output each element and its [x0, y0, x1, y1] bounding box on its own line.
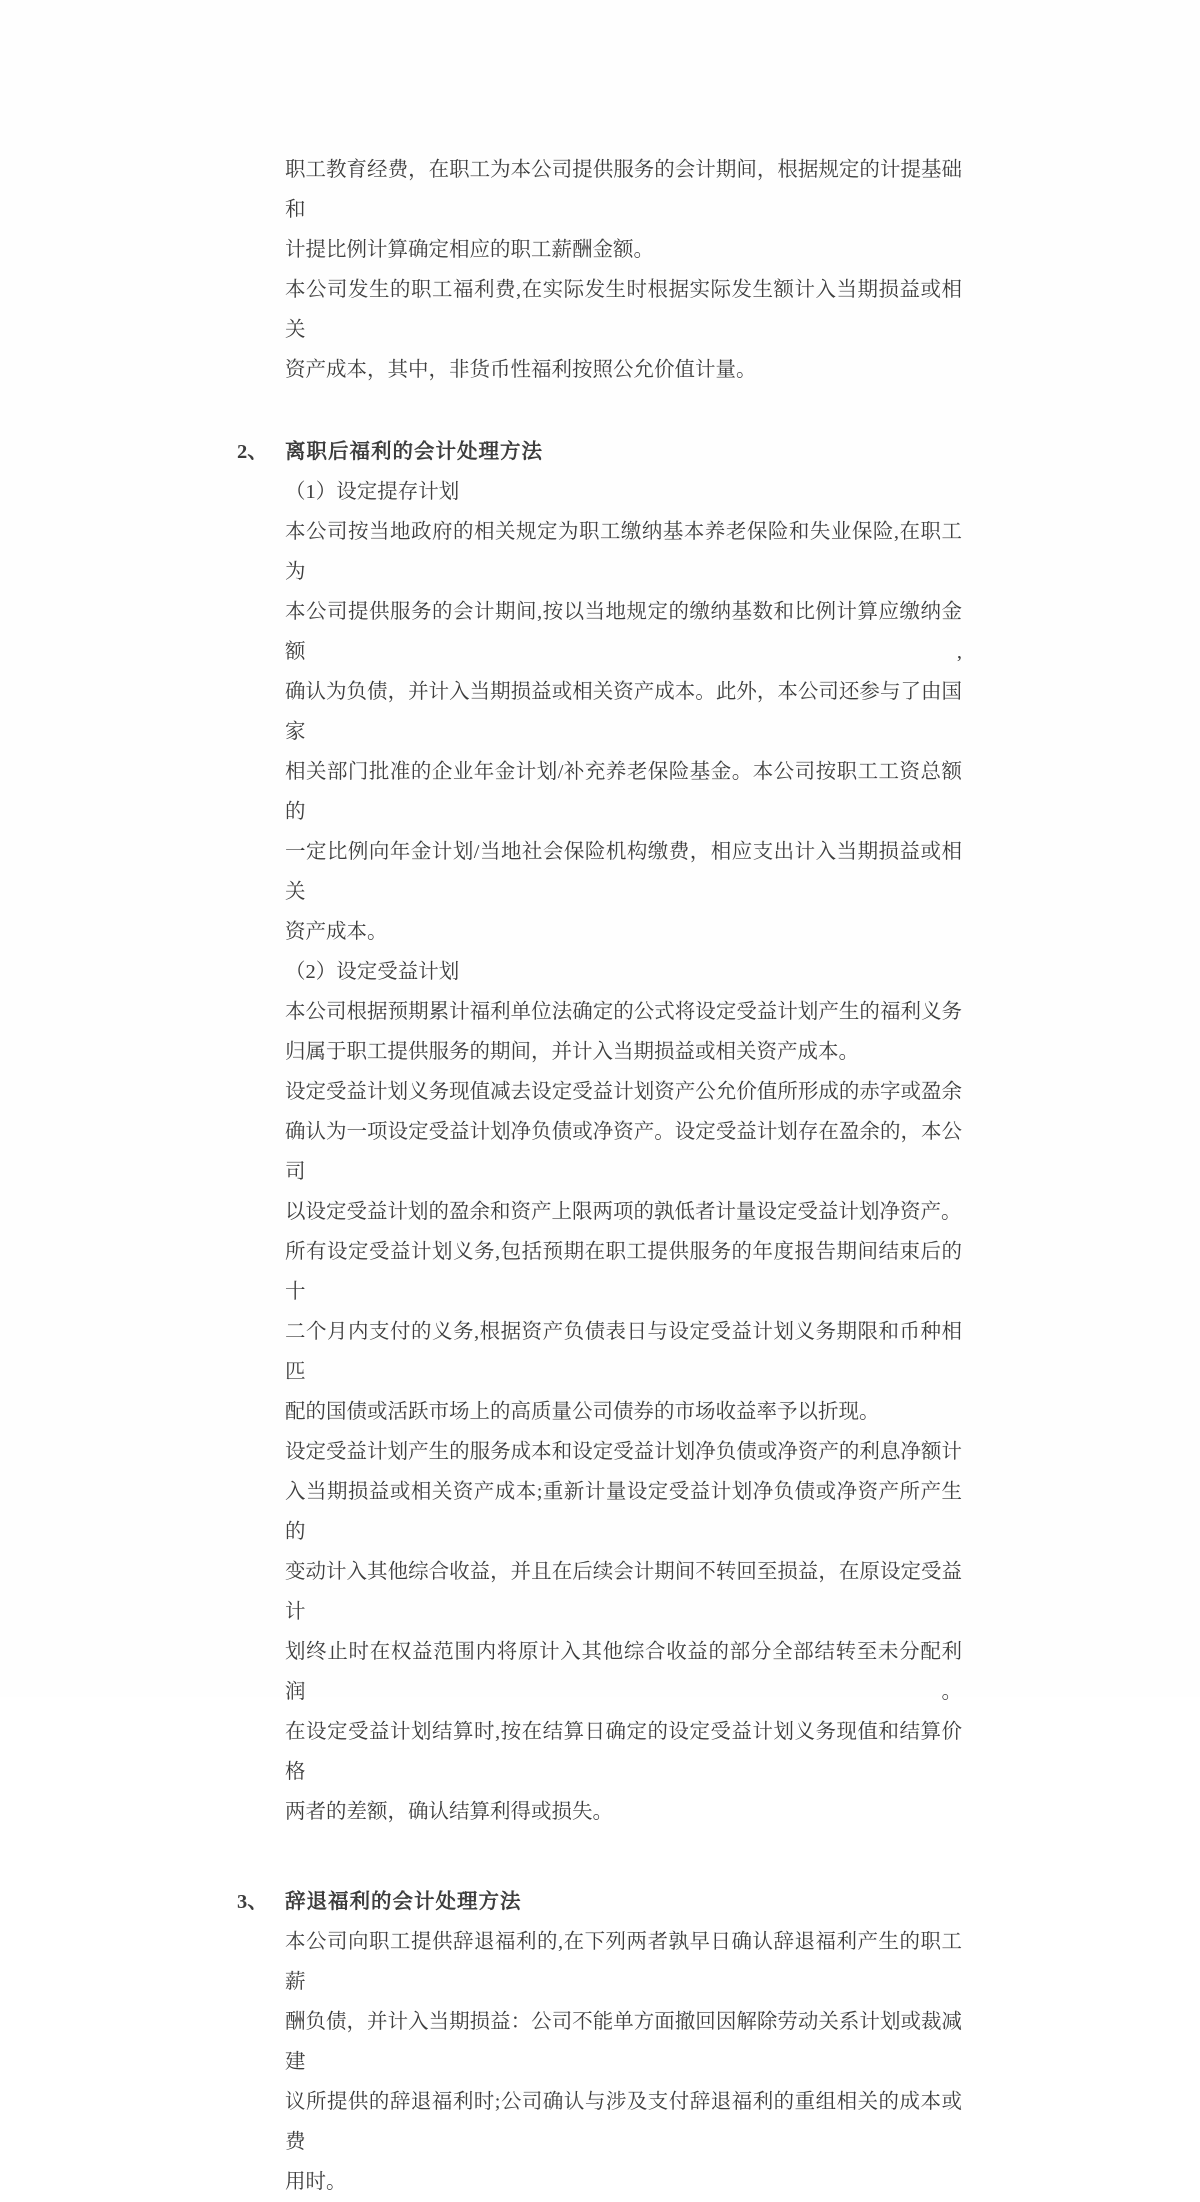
section-heading	[237, 1882, 962, 1922]
text-line: 以设定受益计划的盈余和资产上限两项的孰低者计量设定受益计划净资产。	[285, 1201, 962, 1223]
text-line: 资产成本，其中，非货币性福利按照公允价值计量。	[285, 359, 757, 381]
text-line: 资产成本。	[285, 921, 388, 943]
text-line: 配的国债或活跃市场上的高质量公司债券的市场收益率予以折现。	[285, 1401, 880, 1423]
section-post-employment-benefits	[237, 432, 962, 1832]
text-line: 确认为一项设定受益计划净负债或净资产。设定受益计划存在盈余的，本公司	[285, 1121, 962, 1183]
text-line: 用时。	[285, 2171, 347, 2193]
text-line: 相关部门批准的企业年金计划/补充养老保险基金。本公司按职工工资总额的	[285, 761, 962, 823]
text-line: 二个月内支付的义务,根据资产负债表日与设定受益计划义务期限和币种相匹	[285, 1321, 962, 1383]
text-line: 设定受益计划产生的服务成本和设定受益计划净负债或净资产的利息净额计	[285, 1441, 962, 1463]
section-title: 离职后福利的会计处理方法	[285, 440, 543, 463]
text-line: 本公司向职工提供辞退福利的,在下列两者孰早日确认辞退福利产生的职工薪	[285, 1931, 962, 1993]
text-line: 酬负债，并计入当期损益：公司不能单方面撤回因解除劳动关系计划或裁减建	[285, 2011, 962, 2073]
text-line: 归属于职工提供服务的期间，并计入当期损益或相关资产成本。	[285, 1041, 859, 1063]
text-line: 一定比例向年金计划/当地社会保险机构缴费，相应支出计入当期损益或相关	[285, 841, 962, 903]
text-line: 本公司按当地政府的相关规定为职工缴纳基本养老保险和失业保险,在职工为	[285, 521, 962, 583]
text-line: 职工教育经费，在职工为本公司提供服务的会计期间，根据规定的计提基础和	[285, 159, 962, 221]
text-line: 设定受益计划义务现值减去设定受益计划资产公允价值所形成的赤字或盈余	[285, 1081, 962, 1103]
text-line: 确认为负债，并计入当期损益或相关资产成本。此外，本公司还参与了由国家	[285, 681, 962, 743]
text-line: 划终止时在权益范围内将原计入其他综合收益的部分全部结转至未分配利润。	[285, 1641, 962, 1703]
text-line: 在设定受益计划结算时,按在结算日确定的设定受益计划义务现值和结算价格	[285, 1721, 962, 1783]
subheading-defined-benefit: （2）设定受益计划	[285, 961, 460, 983]
text-line: 两者的差额，确认结算利得或损失。	[285, 1801, 613, 1823]
text-line: 变动计入其他综合收益，并且在后续会计期间不转回至损益，在原设定受益计	[285, 1561, 962, 1623]
text-line: 入当期损益或相关资产成本;重新计量设定受益计划净负债或净资产所产生的	[285, 1481, 962, 1543]
section-termination-benefits	[237, 1882, 962, 2202]
text-line: 本公司根据预期累计福利单位法确定的公式将设定受益计划产生的福利义务	[285, 1001, 962, 1023]
text-line: 议所提供的辞退福利时;公司确认与涉及支付辞退福利的重组相关的成本或费	[285, 2091, 962, 2153]
section-number: 2、	[237, 441, 268, 463]
text-line: 计提比例计算确定相应的职工薪酬金额。	[285, 239, 654, 261]
intro-paragraph	[285, 150, 962, 390]
text-line: 所有设定受益计划义务,包括预期在职工提供服务的年度报告期间结束后的十	[285, 1241, 962, 1303]
page-content	[237, 150, 962, 2202]
section-title: 辞退福利的会计处理方法	[285, 1890, 522, 1913]
subheading-defined-contribution: （1）设定提存计划	[285, 481, 460, 503]
text-line: 本公司发生的职工福利费,在实际发生时根据实际发生额计入当期损益或相关	[285, 279, 962, 341]
section-heading	[237, 432, 962, 472]
section-number: 3、	[237, 1891, 268, 1913]
text-line: 本公司提供服务的会计期间,按以当地规定的缴纳基数和比例计算应缴纳金额,	[285, 601, 962, 663]
